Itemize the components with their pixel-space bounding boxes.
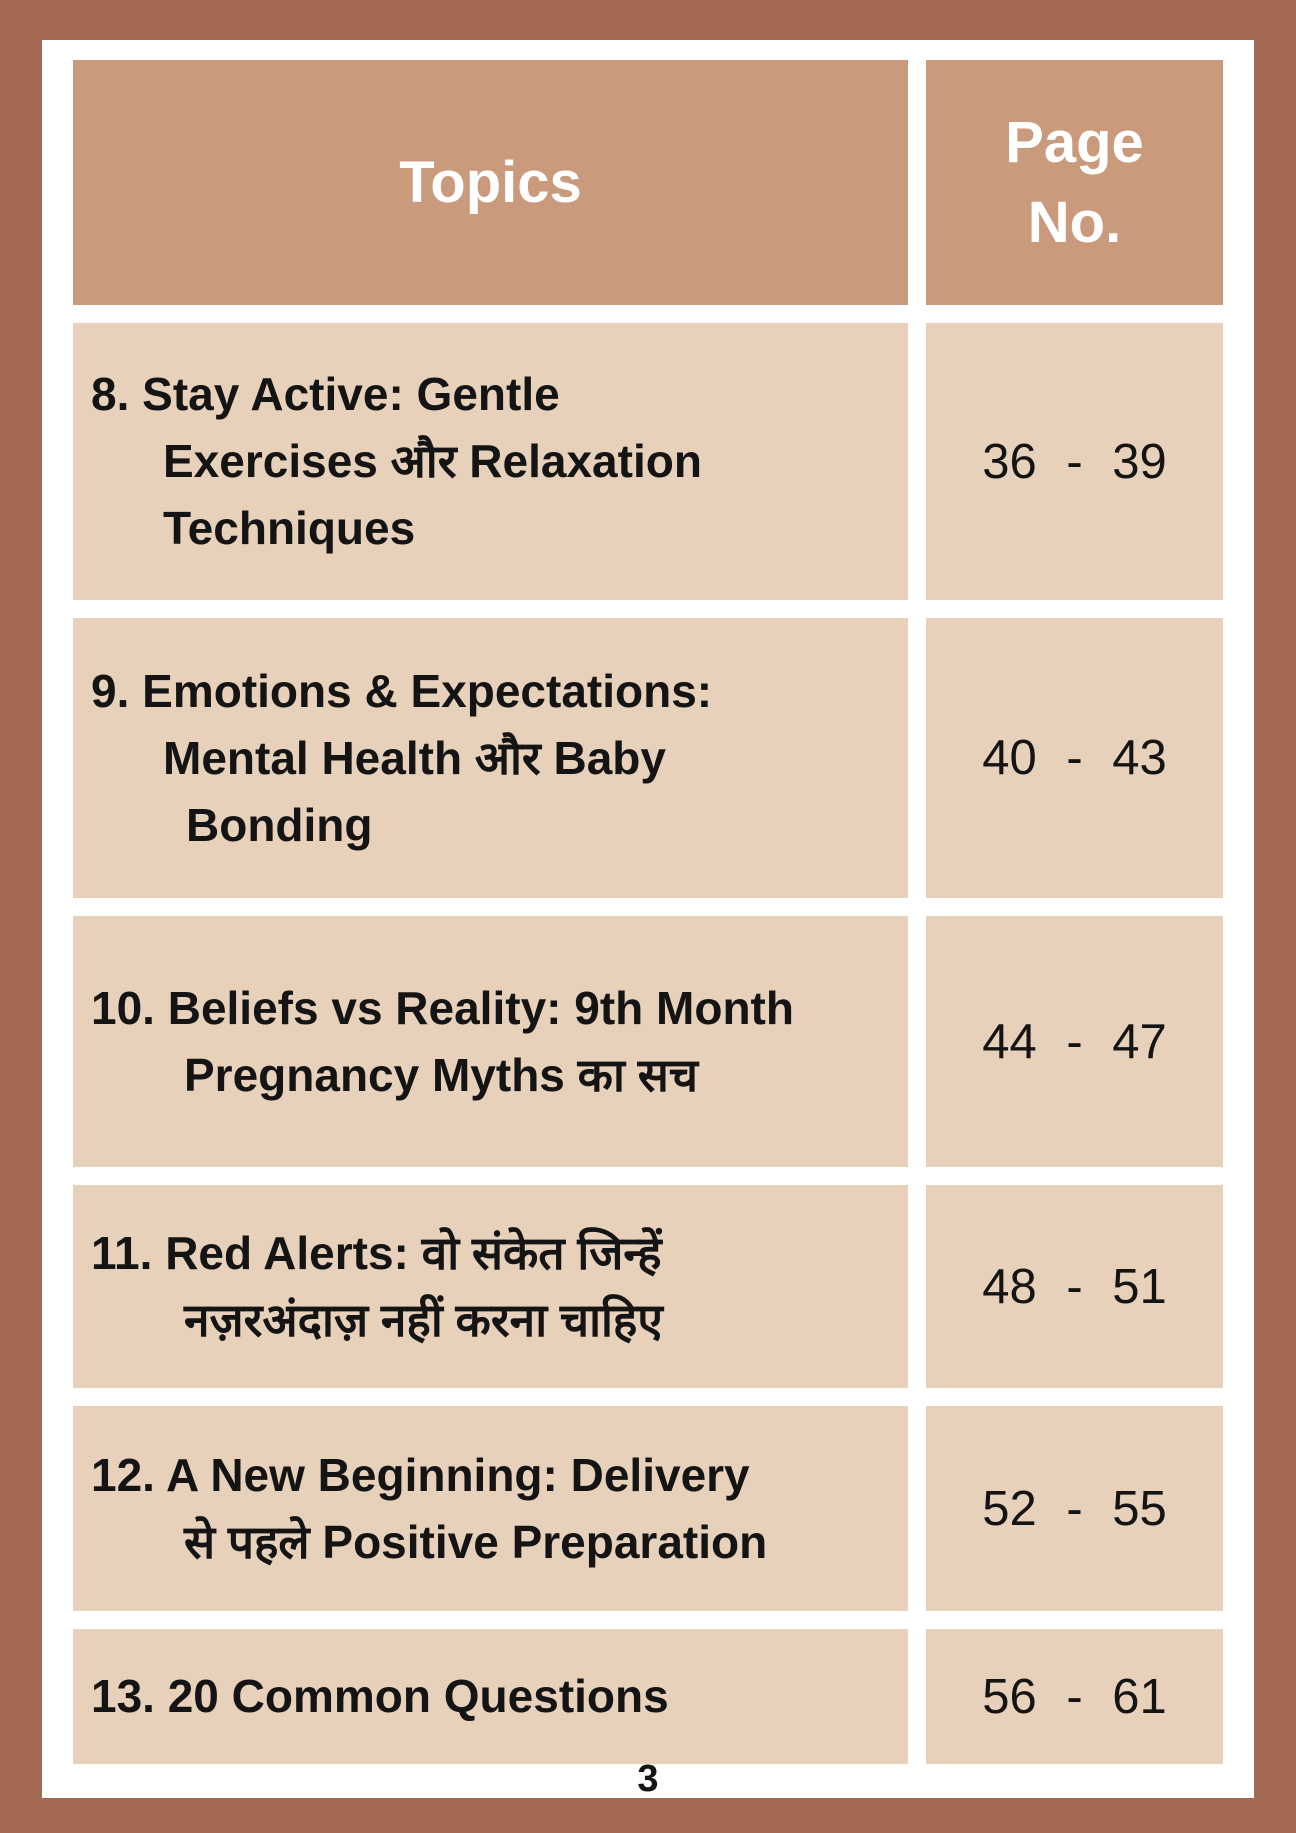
topic-line: से पहले Positive Preparation [184, 1515, 768, 1568]
toc-page [42, 40, 1254, 1798]
topic-line: 13. 20 Common Questions [91, 1670, 669, 1722]
toc-row-topic-12 [73, 1406, 908, 1611]
topic-line: 9. Emotions & Expectations: [91, 664, 713, 717]
topic-line: 10. Beliefs vs Reality: 9th Month [91, 981, 794, 1034]
topic-line: Mental Health और Baby [163, 731, 666, 784]
toc-row-topic-8 [73, 323, 908, 600]
page-no-header [926, 60, 1223, 305]
page-range: 44 - 47 [982, 1014, 1167, 1069]
toc-row-page-12 [926, 1406, 1223, 1611]
topics-header-label: Topics [399, 150, 582, 215]
toc-row-page-9 [926, 618, 1223, 898]
toc-row-page-10 [926, 916, 1223, 1167]
topic-line: Bonding [186, 798, 373, 851]
toc-row-page-8 [926, 323, 1223, 600]
topic-line: Exercises और Relaxation [163, 435, 702, 487]
topic-line: 11. Red Alerts: वो संकेत जिन्हें [91, 1226, 662, 1279]
page-header-line1: Page [1005, 109, 1144, 175]
topic-line: Techniques [163, 502, 416, 554]
page-range: 36 - 39 [982, 434, 1167, 489]
topic-line: नज़रअंदाज़ नहीं करना चाहिए [184, 1293, 663, 1346]
toc-row-page-13 [926, 1629, 1223, 1764]
topic-line: Pregnancy Myths का सच [184, 1048, 699, 1101]
topics-header [73, 60, 908, 305]
toc-row-page-11 [926, 1185, 1223, 1388]
page-range: 56 - 61 [982, 1669, 1167, 1724]
toc-row-topic-13 [73, 1629, 908, 1764]
page-header-line2: No. [1027, 189, 1122, 255]
topic-line: 8. Stay Active: Gentle [91, 368, 560, 420]
toc-row-topic-11 [73, 1185, 908, 1388]
page-range: 52 - 55 [982, 1481, 1167, 1536]
page-number: 3 [637, 1758, 659, 1800]
page-range: 48 - 51 [982, 1259, 1167, 1314]
toc-row-topic-9 [73, 618, 908, 898]
topic-line: 12. A New Beginning: Delivery [91, 1448, 750, 1501]
page-range: 40 - 43 [982, 731, 1167, 785]
toc-row-topic-10 [73, 916, 908, 1167]
